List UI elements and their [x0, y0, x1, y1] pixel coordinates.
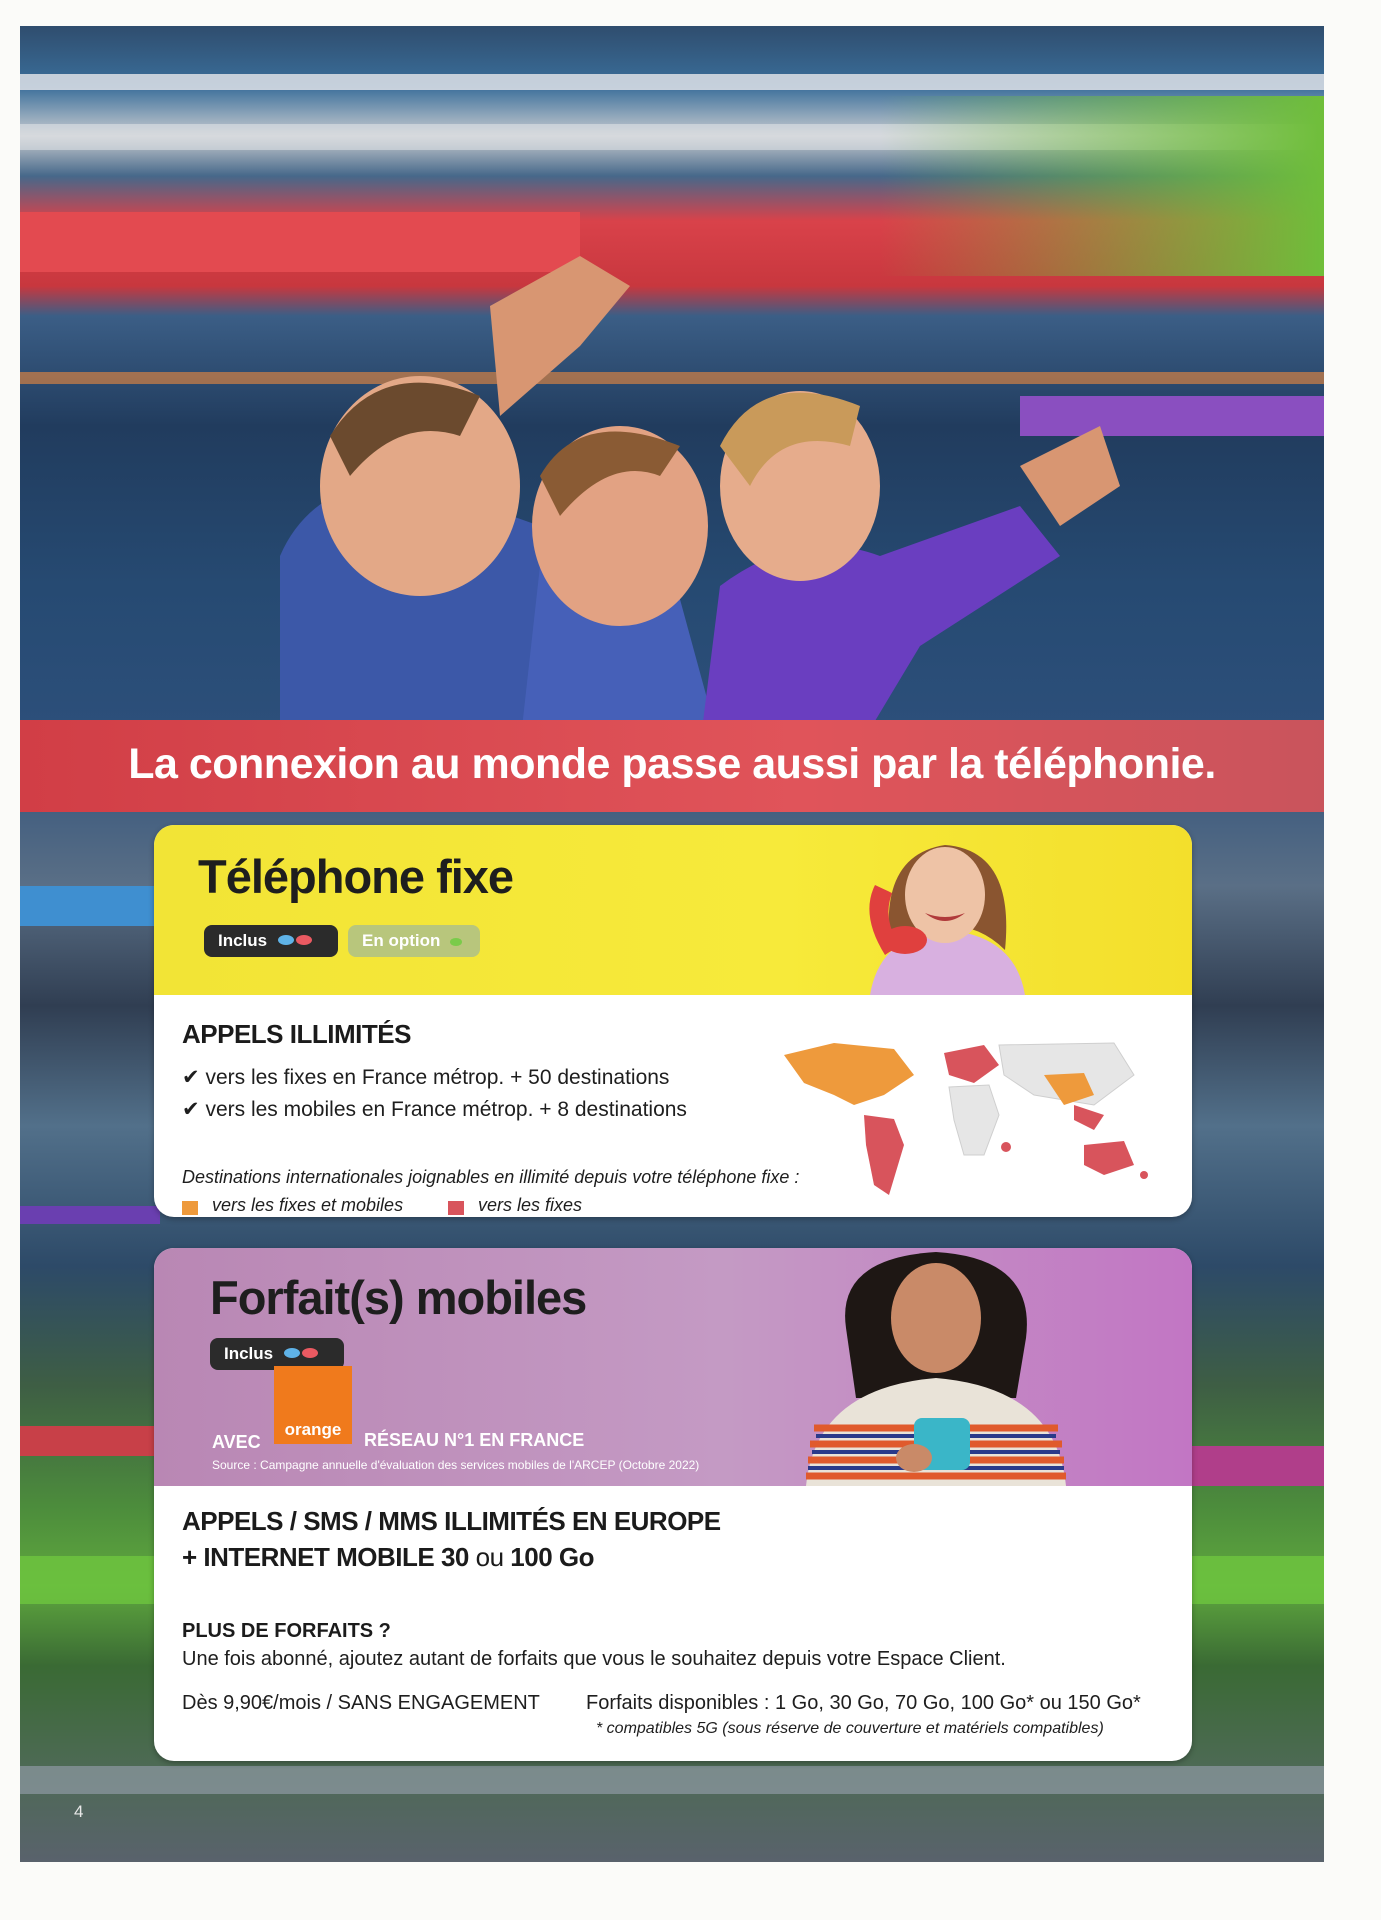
- box-devices-icon: [282, 1344, 322, 1360]
- mobile-headline-line1: APPELS / SMS / MMS ILLIMITÉS EN EUROPE: [182, 1506, 721, 1536]
- woman-smartphone-photo: [786, 1248, 1086, 1486]
- included-icons: [276, 926, 316, 958]
- mobile-plans-card: [154, 1248, 1192, 1761]
- world-map: [774, 1035, 1174, 1205]
- destinations-note: Destinations internationales joignables en illimité depuis votre téléphone fixe :: [182, 1167, 800, 1187]
- legend-fixed-label: vers les fixes: [478, 1195, 583, 1215]
- streak: [20, 1206, 160, 1224]
- landline-title: Téléphone fixe: [198, 850, 514, 903]
- streak: [20, 886, 160, 926]
- price-text: Dès 9,90€/mois / SANS ENGAGEMENT: [182, 1692, 540, 1714]
- available-plans: Forfaits disponibles : 1 Go, 30 Go, 70 Go, 100 Go* ou 150 Go*: [586, 1692, 1141, 1714]
- option-badge-label: En option: [362, 931, 441, 950]
- unlimited-calls-title: APPELS ILLIMITÉS: [182, 1019, 411, 1049]
- legend-fixed-mobile-label: vers les fixes et mobiles: [212, 1195, 404, 1215]
- included-badge: [204, 925, 338, 957]
- orange-logo: [274, 1366, 352, 1444]
- streak: [1192, 1446, 1324, 1486]
- check-icon: ✔: [182, 1066, 200, 1089]
- mobile-plans-title: Forfait(s) mobiles: [210, 1271, 587, 1324]
- network-claim: RÉSEAU N°1 EN FRANCE: [364, 1430, 585, 1450]
- bullet-fixed-text: vers les fixes en France métrop. + 50 destinations: [205, 1066, 670, 1089]
- brochure-page: [20, 26, 1324, 1862]
- more-plans-text: Une fois abonné, ajoutez autant de forfaits que vous le souhaitez depuis votre Espace Client.: [182, 1648, 1006, 1670]
- bullet-mobile-text: vers les mobiles en France métrop. + 8 destinations: [205, 1098, 687, 1121]
- streak: [20, 1766, 1324, 1794]
- mobile-headline-line2: [182, 1542, 594, 1573]
- streak: [20, 1426, 160, 1456]
- check-icon: ✔: [182, 1098, 200, 1121]
- orange-logo-text: orange: [284, 1420, 342, 1439]
- 5g-footnote: * compatibles 5G (sous réserve de couverture et matériels compatibles): [596, 1720, 1104, 1737]
- source-note: Source : Campagne annuelle d'évaluation des services mobiles de l'ARCEP (Octobre 2022): [212, 1458, 700, 1472]
- bullet-mobile: [182, 1097, 687, 1122]
- landline-card: [154, 825, 1192, 1217]
- page-headline: La connexion au monde passe aussi par la téléphonie.: [128, 740, 1216, 788]
- woman-phone-photo: [830, 825, 1060, 995]
- page-number: 4: [74, 1802, 84, 1821]
- mobile-headline-ou: ou: [475, 1542, 504, 1572]
- excited-family-photo: [160, 226, 1160, 746]
- avec-label: AVEC: [212, 1432, 261, 1452]
- legend-orange-swatch: [182, 1201, 198, 1215]
- leaf-icon: [449, 935, 463, 949]
- included-badge-label: Inclus: [224, 1344, 274, 1363]
- included-badge-label: Inclus: [218, 931, 268, 950]
- bullet-fixed: [182, 1065, 669, 1090]
- more-plans-title: PLUS DE FORFAITS ?: [182, 1620, 391, 1642]
- mobile-headline-100go: 100 Go: [510, 1542, 594, 1572]
- legend-red-swatch: [448, 1201, 464, 1215]
- streak: [20, 74, 1324, 90]
- mobile-headline-internet: + INTERNET MOBILE 30: [182, 1542, 469, 1572]
- box-devices-icon: [276, 931, 316, 947]
- option-badge: [348, 925, 480, 957]
